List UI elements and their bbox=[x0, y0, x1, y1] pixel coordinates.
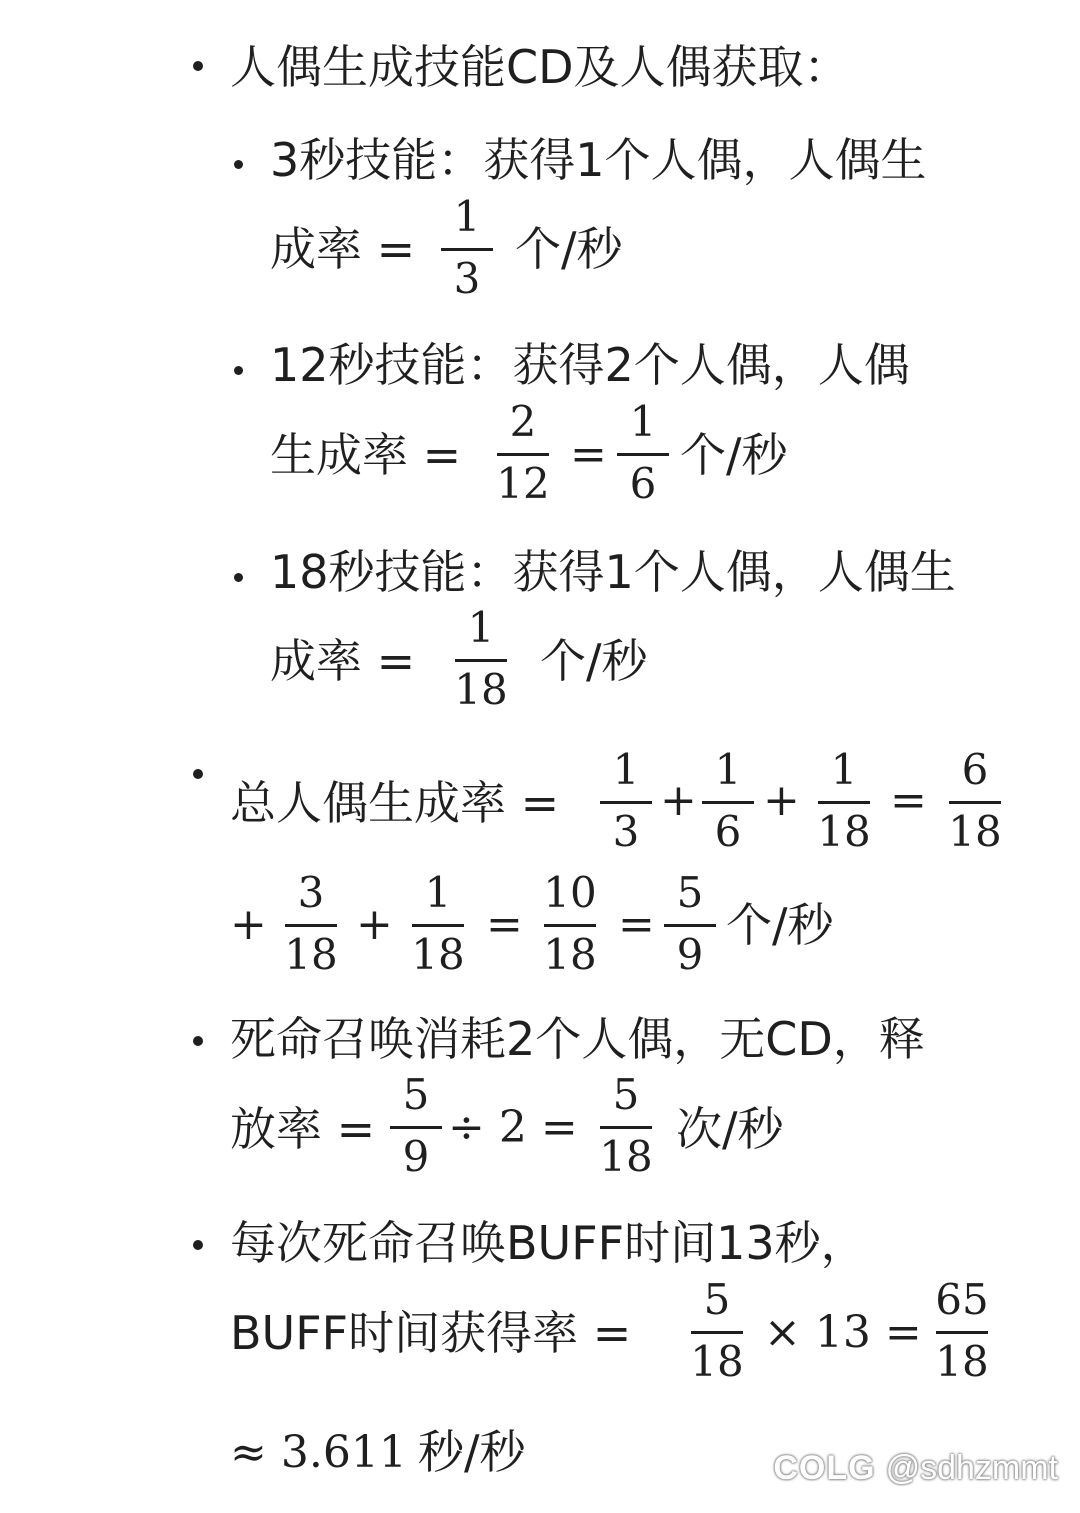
buff-rate-unit: 秒/秒 bbox=[418, 1425, 526, 1479]
sub-bullet-dot bbox=[234, 160, 243, 169]
numerator: 1 bbox=[424, 868, 452, 917]
numerator: 6 bbox=[961, 745, 989, 794]
numerator: 5 bbox=[703, 1275, 731, 1324]
numerator: 2 bbox=[509, 397, 537, 446]
divide-expression: ÷ 2 = bbox=[448, 1102, 578, 1153]
fraction-bar bbox=[600, 801, 652, 804]
denominator: 3 bbox=[453, 254, 481, 303]
denominator: 12 bbox=[496, 459, 550, 508]
fraction-bar bbox=[617, 453, 669, 456]
denominator: 18 bbox=[817, 807, 871, 856]
numerator: 5 bbox=[676, 868, 704, 917]
bullet-dot bbox=[193, 1036, 203, 1046]
watermark-handle: @sdhzmmt bbox=[885, 1449, 1058, 1487]
equals-sign: = bbox=[890, 775, 927, 826]
equals-sign: = bbox=[570, 429, 607, 480]
denominator: 6 bbox=[714, 807, 742, 856]
fraction-bar bbox=[544, 924, 596, 927]
sub2-unit: 个/秒 bbox=[680, 428, 788, 482]
release-rate-unit: 次/秒 bbox=[676, 1102, 784, 1156]
plus-sign: + bbox=[230, 899, 267, 950]
denominator: 18 bbox=[411, 930, 465, 979]
denominator: 18 bbox=[543, 930, 597, 979]
numerator: 1 bbox=[453, 192, 481, 241]
numerator: 3 bbox=[297, 868, 325, 917]
numerator: 1 bbox=[714, 745, 742, 794]
denominator: 18 bbox=[690, 1337, 744, 1386]
denominator: 18 bbox=[454, 665, 508, 714]
equals-sign: = bbox=[486, 899, 523, 950]
bullet-dot bbox=[193, 769, 203, 779]
multiply-expression: × 13 = bbox=[764, 1307, 922, 1358]
sub2-label: 生成率 = bbox=[270, 428, 462, 482]
fraction-bar bbox=[412, 924, 464, 927]
denominator: 18 bbox=[935, 1337, 989, 1386]
sub1-label: 成率 = bbox=[270, 222, 416, 276]
fraction-bar bbox=[818, 801, 870, 804]
numerator: 1 bbox=[830, 745, 858, 794]
fraction-bar bbox=[949, 801, 1001, 804]
denominator: 9 bbox=[676, 930, 704, 979]
numerator: 5 bbox=[402, 1070, 430, 1119]
fraction-bar bbox=[497, 453, 549, 456]
sub1-unit: 个/秒 bbox=[515, 222, 623, 276]
fraction-bar bbox=[691, 1331, 743, 1334]
denominator: 18 bbox=[599, 1132, 653, 1181]
numerator: 65 bbox=[935, 1275, 989, 1324]
buff-rate-label: BUFF时间获得率 = bbox=[230, 1306, 632, 1360]
sub1-line1: 3秒技能：获得1个人偶，人偶生 bbox=[270, 133, 927, 187]
fraction-bar bbox=[936, 1331, 988, 1334]
release-rate-label: 放率 = bbox=[230, 1102, 376, 1156]
death-summon-line1: 死命召唤消耗2个人偶，无CD，释 bbox=[230, 1012, 925, 1066]
sub3-line1: 18秒技能：获得1个人偶，人偶生 bbox=[270, 545, 956, 599]
numerator: 1 bbox=[612, 745, 640, 794]
denominator: 6 bbox=[629, 459, 657, 508]
denominator: 9 bbox=[402, 1132, 430, 1181]
numerator: 1 bbox=[467, 603, 495, 652]
sub3-label: 成率 = bbox=[270, 634, 416, 688]
plus-sign: + bbox=[660, 775, 697, 826]
denominator: 18 bbox=[284, 930, 338, 979]
total-rate-label: 总人偶生成率 = bbox=[230, 776, 560, 830]
denominator: 3 bbox=[612, 807, 640, 856]
sub-bullet-dot bbox=[234, 366, 243, 375]
bullet-dot bbox=[193, 1240, 203, 1250]
fraction-bar bbox=[664, 924, 716, 927]
bullet-dot bbox=[193, 61, 203, 71]
sub-bullet-dot bbox=[234, 573, 243, 582]
equals-sign: = bbox=[618, 899, 655, 950]
fraction-bar bbox=[455, 659, 507, 662]
total-rate-unit: 个/秒 bbox=[726, 898, 834, 952]
approx-value: ≈ 3.611 bbox=[230, 1427, 407, 1478]
buff-line1: 每次死命召唤BUFF时间13秒， bbox=[230, 1216, 867, 1270]
heading-skill-cd: 人偶生成技能CD及人偶获取： bbox=[230, 40, 850, 94]
plus-sign: + bbox=[356, 899, 393, 950]
numerator: 10 bbox=[543, 868, 597, 917]
fraction-bar bbox=[441, 248, 493, 251]
numerator: 5 bbox=[612, 1070, 640, 1119]
numerator: 1 bbox=[629, 397, 657, 446]
fraction-bar bbox=[285, 924, 337, 927]
fraction-bar bbox=[702, 801, 754, 804]
sub2-line1: 12秒技能：获得2个人偶，人偶 bbox=[270, 338, 910, 392]
plus-sign: + bbox=[763, 775, 800, 826]
fraction-bar bbox=[600, 1126, 652, 1129]
watermark bbox=[773, 1448, 1058, 1488]
colg-logo: COLG bbox=[773, 1449, 876, 1487]
denominator: 18 bbox=[948, 807, 1002, 856]
sub3-unit: 个/秒 bbox=[540, 634, 648, 688]
fraction-bar bbox=[390, 1126, 442, 1129]
